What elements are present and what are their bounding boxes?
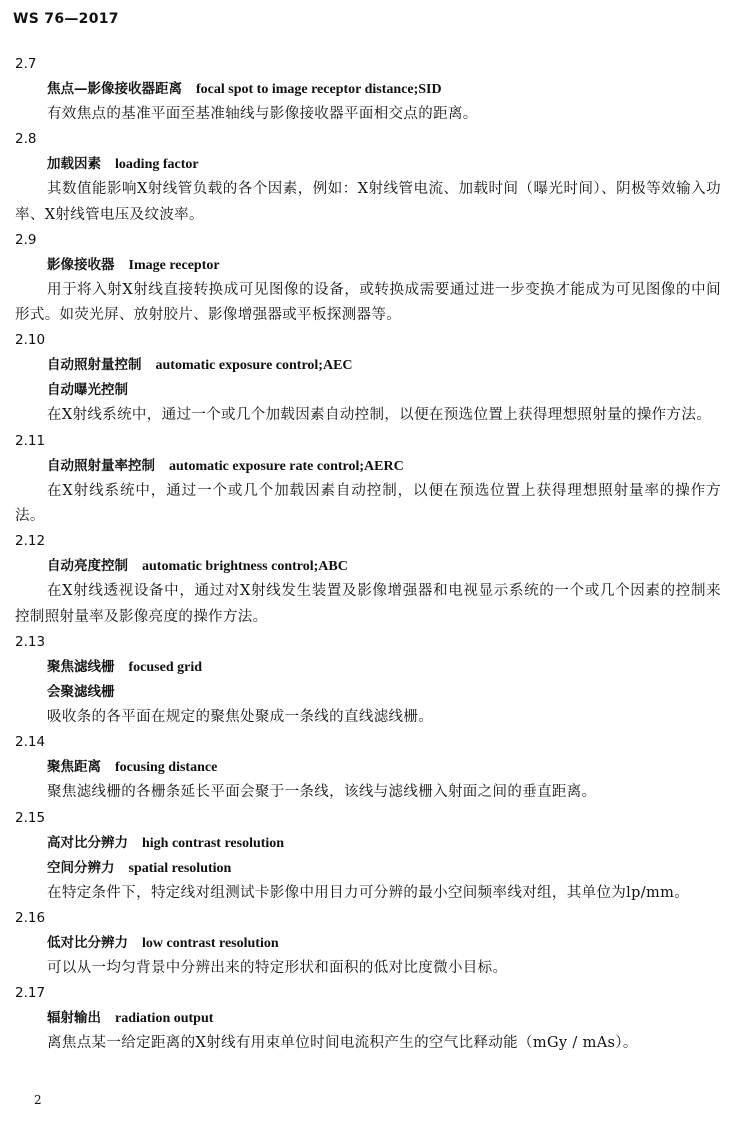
term-en: focal spot to image receptor distance;SID [196, 82, 442, 97]
term-entry [0, 630, 735, 730]
entry-number: 2.14 [15, 734, 46, 751]
term-cn: 自动照射量率控制 [47, 457, 155, 474]
term-cn: 自动亮度控制 [47, 558, 128, 575]
term-cn: 低对比分辨力 [47, 934, 128, 951]
term-alt-cn: 会聚滤线栅 [47, 683, 115, 700]
term-en: focusing distance [115, 760, 218, 776]
term-title [47, 655, 735, 680]
term-title [47, 353, 735, 378]
entry-number: 2.16 [15, 909, 46, 926]
entry-number: 2.7 [15, 56, 37, 72]
entry-number: 2.10 [15, 332, 46, 349]
term-en: loading factor [115, 157, 199, 173]
term-entry [0, 228, 735, 329]
term-title [47, 77, 735, 102]
term-definition: 聚焦滤线栅的各栅条延长平面会聚于一条线，该线与滤线栅入射面之间的垂直距离。 [47, 784, 597, 801]
entry-number: 2.9 [15, 231, 37, 248]
term-entry [0, 52, 735, 127]
term-entry [0, 730, 735, 805]
term-title [47, 931, 735, 956]
term-title [47, 253, 735, 278]
term-cn: 高对比分辨力 [47, 834, 128, 851]
term-en: low contrast resolution [142, 935, 279, 951]
entry-number: 2.12 [15, 533, 46, 550]
term-alt-cn: 空间分辨力 [47, 859, 115, 876]
standard-code-header: WS 76—2017 [13, 11, 119, 27]
term-en: automatic brightness control;ABC [142, 559, 348, 575]
term-synonym [47, 680, 735, 705]
term-entry [0, 127, 735, 228]
term-cn: 聚焦距离 [47, 759, 101, 776]
term-cn: 辐射输出 [47, 1010, 101, 1027]
term-synonym [47, 378, 735, 403]
entry-number: 2.13 [15, 633, 46, 650]
term-entry [0, 906, 735, 981]
term-entry [0, 806, 735, 906]
term-en: automatic exposure rate control;AERC [169, 458, 404, 474]
term-title [47, 831, 735, 856]
term-cn: 焦点—影像接收器距离 [47, 81, 182, 97]
term-en: radiation output [115, 1011, 214, 1027]
term-definition: 吸收条的各平面在规定的聚焦处聚成一条线的直线滤线栅。 [47, 708, 434, 725]
term-entry [0, 328, 735, 428]
term-definition: 在X射线系统中，通过一个或几个加载因素自动控制，以便在预选位置上获得理想照射量的操作方法。 [47, 407, 712, 424]
terms-list [0, 52, 735, 1056]
term-en: focused grid [128, 659, 202, 675]
entry-number: 2.11 [15, 432, 46, 449]
term-title [47, 755, 735, 780]
term-en: high contrast resolution [142, 835, 285, 851]
term-definition: 有效焦点的基准平面至基准轴线与影像接收器平面相交点的距离。 [47, 106, 478, 122]
term-definition: 离焦点某一给定距离的X射线有用束单位时间电流积产生的空气比释动能（mGy / mAs）。 [47, 1035, 638, 1052]
term-cn: 加载因素 [47, 156, 101, 173]
term-entry [0, 429, 735, 530]
entry-number: 2.17 [15, 985, 46, 1002]
term-definition: 在X射线系统中，通过一个或几个加载因素自动控制，以便在预选位置上获得理想照射量率的操作方法。 [15, 482, 721, 525]
term-cn: 自动照射量控制 [47, 357, 142, 374]
term-synonym [47, 856, 735, 881]
term-definition: 其数值能影响X射线管负载的各个因素，例如：X射线管电流、加载时间（曝光时间）、阴极等效输入功率、X射线管电压及纹波率。 [15, 181, 721, 223]
term-en: Image receptor [128, 257, 220, 273]
term-alt-cn: 自动曝光控制 [47, 382, 128, 399]
term-definition: 在特定条件下，特定线对组测试卡影像中用目力可分辨的最小空间频率线对组，其单位为lp/mm。 [47, 884, 690, 901]
term-definition: 在X射线透视设备中，通过对X射线发生装置及影像增强器和电视显示系统的一个或几个因素的控制来控制照射量率及影像亮度的操作方法。 [15, 583, 721, 625]
term-definition: 可以从一均匀背景中分辨出来的特定形状和面积的低对比度微小目标。 [47, 959, 508, 976]
term-definition: 用于将入射X射线直接转换成可见图像的设备，或转换成需要通过进一步变换才能成为可见图像的中间形式。如荧光屏、放射胶片、影像增强器或平板探测器等。 [15, 281, 721, 324]
term-title [47, 554, 735, 579]
entry-number: 2.8 [15, 131, 37, 148]
page-number: 2 [34, 1093, 42, 1107]
term-alt-en: spatial resolution [128, 860, 232, 876]
term-en: automatic exposure control;AEC [155, 358, 353, 374]
term-title [47, 454, 735, 479]
term-entry [0, 981, 735, 1056]
term-entry [0, 529, 735, 630]
term-title [47, 1006, 735, 1031]
term-title [47, 152, 735, 177]
entry-number: 2.15 [15, 809, 46, 826]
term-cn: 聚焦滤线栅 [47, 658, 115, 675]
term-cn: 影像接收器 [47, 256, 115, 273]
